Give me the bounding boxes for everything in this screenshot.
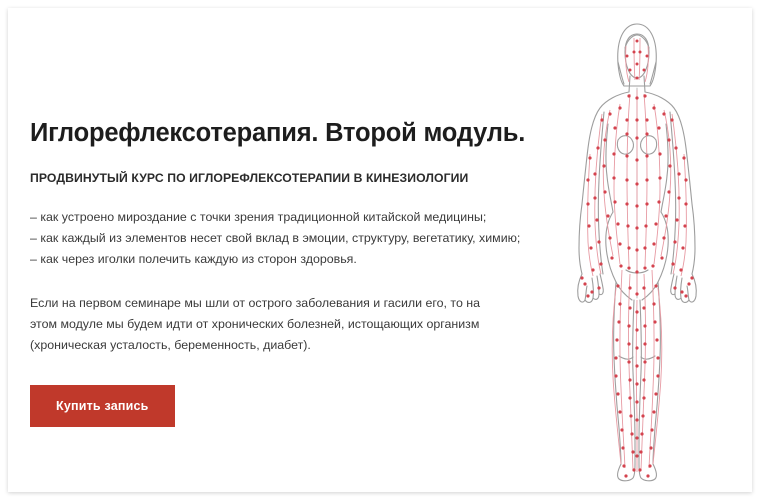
bullet-item: – как устроено мироздание с точки зрения традиционной китайской медицины; — [30, 209, 487, 224]
course-bullets — [30, 207, 550, 271]
meridian-lines — [588, 38, 687, 472]
course-subtitle: ПРОДВИНУТЫЙ КУРС ПО ИГЛОРЕФЛЕКСОТЕРАПИИ В КИНЕЗИОЛОГИИ — [30, 170, 469, 185]
text-content-block — [30, 118, 550, 427]
page-title: Иглорефлексотерапия. Второй модуль. — [30, 119, 526, 147]
course-description: Если на первом семинаре мы шли от острого заболевания и гасили его, то на этом модуле мы будем идти от хронических болезней, истощающих организм (хроническая усталость, беременность, диабет). — [30, 295, 481, 353]
bullet-item: – как через иголки полечить каждую из сторон здоровья. — [30, 252, 357, 267]
buy-recording-button[interactable]: Купить запись — [30, 385, 175, 427]
bullet-item: – как каждый из элементов несет свой вклад в эмоции, структуру, вегетатику, химию; — [30, 230, 521, 245]
acupuncture-figure — [522, 8, 752, 492]
promo-card — [8, 8, 752, 492]
female-body-diagram-icon — [522, 8, 752, 492]
